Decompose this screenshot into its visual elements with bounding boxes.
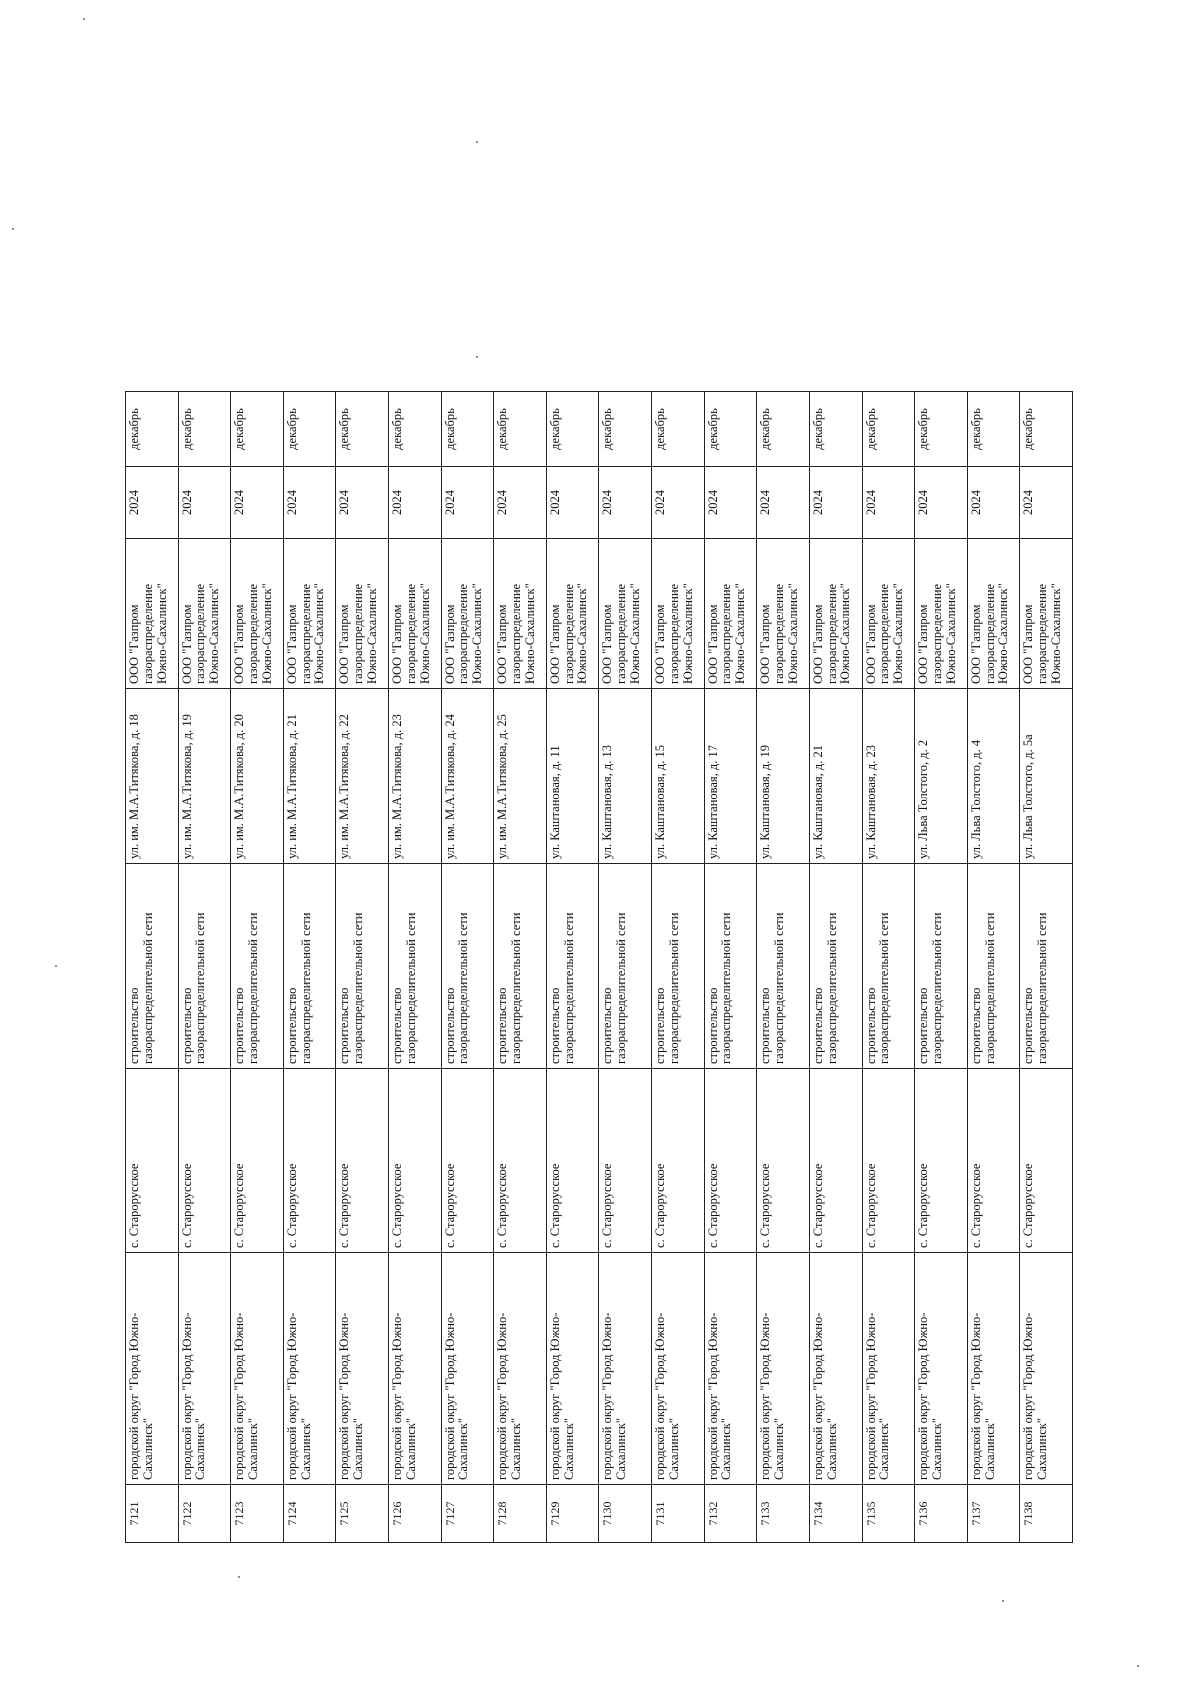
operator-cell: ООО "Газпром газораспределение Южно-Сахалинск" — [967, 539, 1020, 689]
settlement-cell: с. Старорусское — [178, 1069, 231, 1253]
year-cell: 2024 — [389, 467, 442, 539]
row-number: 7123 — [231, 1485, 284, 1543]
operator-cell: ООО "Газпром газораспределение Южно-Сахалинск" — [599, 539, 652, 689]
work-type-cell: строительство газораспределительной сети — [967, 864, 1020, 1069]
scan-speck — [238, 1576, 240, 1578]
year-cell: 2024 — [283, 467, 336, 539]
table-row — [546, 392, 599, 1543]
month-cell: декабрь — [231, 392, 284, 467]
operator-cell: ООО "Газпром газораспределение Южно-Сахалинск" — [389, 539, 442, 689]
municipality-cell: городской округ "Город Южно-Сахалинск" — [809, 1253, 862, 1485]
work-type-cell: строительство газораспределительной сети — [283, 864, 336, 1069]
work-type-cell: строительство газораспределительной сети — [126, 864, 179, 1069]
operator-cell: ООО "Газпром газораспределение Южно-Сахалинск" — [441, 539, 494, 689]
row-number: 7124 — [283, 1485, 336, 1543]
row-number: 7136 — [915, 1485, 968, 1543]
address-cell: ул. Каштановая, д. 23 — [862, 689, 915, 864]
month-cell: декабрь — [441, 392, 494, 467]
operator-cell: ООО "Газпром газораспределение Южно-Сахалинск" — [915, 539, 968, 689]
scan-speck — [476, 141, 478, 143]
settlement-cell: с. Старорусское — [599, 1069, 652, 1253]
table-row — [915, 392, 968, 1543]
row-number: 7131 — [652, 1485, 705, 1543]
work-type-cell: строительство газораспределительной сети — [494, 864, 547, 1069]
work-type-cell: строительство газораспределительной сети — [389, 864, 442, 1069]
row-number: 7134 — [809, 1485, 862, 1543]
month-cell: декабрь — [126, 392, 179, 467]
table-row — [336, 392, 389, 1543]
row-number: 7127 — [441, 1485, 494, 1543]
municipality-cell: городской округ "Город Южно-Сахалинск" — [967, 1253, 1020, 1485]
month-cell: декабрь — [704, 392, 757, 467]
municipality-cell: городской округ "Город Южно-Сахалинск" — [599, 1253, 652, 1485]
municipality-cell: городской округ "Город Южно-Сахалинск" — [915, 1253, 968, 1485]
settlement-cell: с. Старорусское — [967, 1069, 1020, 1253]
settlement-cell: с. Старорусское — [704, 1069, 757, 1253]
settlement-cell: с. Старорусское — [862, 1069, 915, 1253]
row-number: 7138 — [1020, 1485, 1073, 1543]
settlement-cell: с. Старорусское — [1020, 1069, 1073, 1253]
settlement-cell: с. Старорусское — [546, 1069, 599, 1253]
scan-speck — [476, 356, 478, 358]
row-number: 7132 — [704, 1485, 757, 1543]
year-cell: 2024 — [967, 467, 1020, 539]
scan-speck — [55, 965, 57, 967]
month-cell: декабрь — [652, 392, 705, 467]
municipality-cell: городской округ "Город Южно-Сахалинск" — [336, 1253, 389, 1485]
settlement-cell: с. Старорусское — [283, 1069, 336, 1253]
address-cell: ул. Льва Толстого, д. 2 — [915, 689, 968, 864]
settlement-cell: с. Старорусское — [652, 1069, 705, 1253]
operator-cell: ООО "Газпром газораспределение Южно-Сахалинск" — [862, 539, 915, 689]
settlement-cell: с. Старорусское — [389, 1069, 442, 1253]
municipality-cell: городской округ "Город Южно-Сахалинск" — [126, 1253, 179, 1485]
municipality-cell: городской округ "Город Южно-Сахалинск" — [441, 1253, 494, 1485]
scan-speck — [1137, 1665, 1139, 1667]
settlement-cell: с. Старорусское — [126, 1069, 179, 1253]
operator-cell: ООО "Газпром газораспределение Южно-Сахалинск" — [757, 539, 810, 689]
settlement-cell: с. Старорусское — [441, 1069, 494, 1253]
work-type-cell: строительство газораспределительной сети — [441, 864, 494, 1069]
address-cell: ул. им. М.А.Титякова, д. 22 — [336, 689, 389, 864]
row-number: 7130 — [599, 1485, 652, 1543]
municipality-cell: городской округ "Город Южно-Сахалинск" — [757, 1253, 810, 1485]
year-cell: 2024 — [494, 467, 547, 539]
month-cell: декабрь — [494, 392, 547, 467]
address-cell: ул. Каштановая, д. 17 — [704, 689, 757, 864]
work-type-cell: строительство газораспределительной сети — [915, 864, 968, 1069]
municipality-cell: городской округ "Город Южно-Сахалинск" — [1020, 1253, 1073, 1485]
municipality-cell: городской округ "Город Южно-Сахалинск" — [283, 1253, 336, 1485]
address-cell: ул. им. М.А.Титякова, д. 21 — [283, 689, 336, 864]
municipality-cell: городской округ "Город Южно-Сахалинск" — [862, 1253, 915, 1485]
operator-cell: ООО "Газпром газораспределение Южно-Сахалинск" — [809, 539, 862, 689]
year-cell: 2024 — [126, 467, 179, 539]
operator-cell: ООО "Газпром газораспределение Южно-Сахалинск" — [704, 539, 757, 689]
operator-cell: ООО "Газпром газораспределение Южно-Сахалинск" — [283, 539, 336, 689]
year-cell: 2024 — [178, 467, 231, 539]
settlement-cell: с. Старорусское — [915, 1069, 968, 1253]
month-cell: декабрь — [967, 392, 1020, 467]
month-cell: декабрь — [1020, 392, 1073, 467]
registry-table — [125, 391, 1073, 1543]
municipality-cell: городской округ "Город Южно-Сахалинск" — [389, 1253, 442, 1485]
month-cell: декабрь — [283, 392, 336, 467]
operator-cell: ООО "Газпром газораспределение Южно-Сахалинск" — [546, 539, 599, 689]
operator-cell: ООО "Газпром газораспределение Южно-Сахалинск" — [126, 539, 179, 689]
year-cell: 2024 — [862, 467, 915, 539]
work-type-cell: строительство газораспределительной сети — [336, 864, 389, 1069]
operator-cell: ООО "Газпром газораспределение Южно-Сахалинск" — [336, 539, 389, 689]
settlement-cell: с. Старорусское — [809, 1069, 862, 1253]
month-cell: декабрь — [862, 392, 915, 467]
row-number: 7128 — [494, 1485, 547, 1543]
address-cell: ул. Каштановая, д. 15 — [652, 689, 705, 864]
month-cell: декабрь — [546, 392, 599, 467]
operator-cell: ООО "Газпром газораспределение Южно-Сахалинск" — [1020, 539, 1073, 689]
settlement-cell: с. Старорусское — [336, 1069, 389, 1253]
month-cell: декабрь — [178, 392, 231, 467]
row-number: 7122 — [178, 1485, 231, 1543]
municipality-cell: городской округ "Город Южно-Сахалинск" — [178, 1253, 231, 1485]
settlement-cell: с. Старорусское — [494, 1069, 547, 1253]
row-number: 7133 — [757, 1485, 810, 1543]
operator-cell: ООО "Газпром газораспределение Южно-Сахалинск" — [178, 539, 231, 689]
address-cell: ул. Каштановая, д. 21 — [809, 689, 862, 864]
month-cell: декабрь — [809, 392, 862, 467]
year-cell: 2024 — [441, 467, 494, 539]
table-row — [599, 392, 652, 1543]
year-cell: 2024 — [599, 467, 652, 539]
year-cell: 2024 — [809, 467, 862, 539]
operator-cell: ООО "Газпром газораспределение Южно-Сахалинск" — [231, 539, 284, 689]
row-number: 7126 — [389, 1485, 442, 1543]
scan-speck — [1002, 1600, 1004, 1602]
address-cell: ул. им. М.А.Титякова, д. 18 — [126, 689, 179, 864]
municipality-cell: городской округ "Город Южно-Сахалинск" — [652, 1253, 705, 1485]
month-cell: декабрь — [757, 392, 810, 467]
scan-speck — [83, 18, 85, 20]
work-type-cell: строительство газораспределительной сети — [546, 864, 599, 1069]
row-number: 7137 — [967, 1485, 1020, 1543]
table-row — [967, 392, 1020, 1543]
table-row — [231, 392, 284, 1543]
address-cell: ул. Льва Толстого, д. 4 — [967, 689, 1020, 864]
table-row — [126, 392, 179, 1543]
year-cell: 2024 — [546, 467, 599, 539]
table-row — [862, 392, 915, 1543]
row-number: 7129 — [546, 1485, 599, 1543]
year-cell: 2024 — [1020, 467, 1073, 539]
table-row — [757, 392, 810, 1543]
address-cell: ул. Каштановая, д. 19 — [757, 689, 810, 864]
operator-cell: ООО "Газпром газораспределение Южно-Сахалинск" — [652, 539, 705, 689]
address-cell: ул. Каштановая, д. 13 — [599, 689, 652, 864]
month-cell: декабрь — [389, 392, 442, 467]
municipality-cell: городской округ "Город Южно-Сахалинск" — [231, 1253, 284, 1485]
address-cell: ул. им. М.А.Титякова, д. 24 — [441, 689, 494, 864]
year-cell: 2024 — [652, 467, 705, 539]
row-number: 7121 — [126, 1485, 179, 1543]
table-row — [441, 392, 494, 1543]
year-cell: 2024 — [915, 467, 968, 539]
operator-cell: ООО "Газпром газораспределение Южно-Сахалинск" — [494, 539, 547, 689]
work-type-cell: строительство газораспределительной сети — [862, 864, 915, 1069]
work-type-cell: строительство газораспределительной сети — [704, 864, 757, 1069]
settlement-cell: с. Старорусское — [231, 1069, 284, 1253]
month-cell: декабрь — [599, 392, 652, 467]
settlement-cell: с. Старорусское — [757, 1069, 810, 1253]
address-cell: ул. им. М.А.Титякова, д. 19 — [178, 689, 231, 864]
address-cell: ул. им. М.А.Титякова, д. 25 — [494, 689, 547, 864]
work-type-cell: строительство газораспределительной сети — [599, 864, 652, 1069]
year-cell: 2024 — [704, 467, 757, 539]
work-type-cell: строительство газораспределительной сети — [1020, 864, 1073, 1069]
registry-table-body — [126, 392, 1073, 1543]
table-row — [178, 392, 231, 1543]
work-type-cell: строительство газораспределительной сети — [757, 864, 810, 1069]
work-type-cell: строительство газораспределительной сети — [652, 864, 705, 1069]
rotated-table-container — [125, 392, 1073, 1543]
address-cell: ул. Льва Толстого, д. 5а — [1020, 689, 1073, 864]
table-row — [283, 392, 336, 1543]
year-cell: 2024 — [231, 467, 284, 539]
month-cell: декабрь — [336, 392, 389, 467]
row-number: 7125 — [336, 1485, 389, 1543]
municipality-cell: городской округ "Город Южно-Сахалинск" — [494, 1253, 547, 1485]
work-type-cell: строительство газораспределительной сети — [809, 864, 862, 1069]
address-cell: ул. Каштановая, д. 11 — [546, 689, 599, 864]
work-type-cell: строительство газораспределительной сети — [231, 864, 284, 1069]
scan-speck — [12, 228, 14, 230]
municipality-cell: городской округ "Город Южно-Сахалинск" — [546, 1253, 599, 1485]
month-cell: декабрь — [915, 392, 968, 467]
year-cell: 2024 — [336, 467, 389, 539]
municipality-cell: городской округ "Город Южно-Сахалинск" — [704, 1253, 757, 1485]
work-type-cell: строительство газораспределительной сети — [178, 864, 231, 1069]
table-row — [494, 392, 547, 1543]
table-row — [389, 392, 442, 1543]
table-row — [1020, 392, 1073, 1543]
table-row — [704, 392, 757, 1543]
address-cell: ул. им. М.А.Титякова, д. 23 — [389, 689, 442, 864]
table-row — [652, 392, 705, 1543]
year-cell: 2024 — [757, 467, 810, 539]
address-cell: ул. им. М.А.Титякова, д. 20 — [231, 689, 284, 864]
row-number: 7135 — [862, 1485, 915, 1543]
table-row — [809, 392, 862, 1543]
